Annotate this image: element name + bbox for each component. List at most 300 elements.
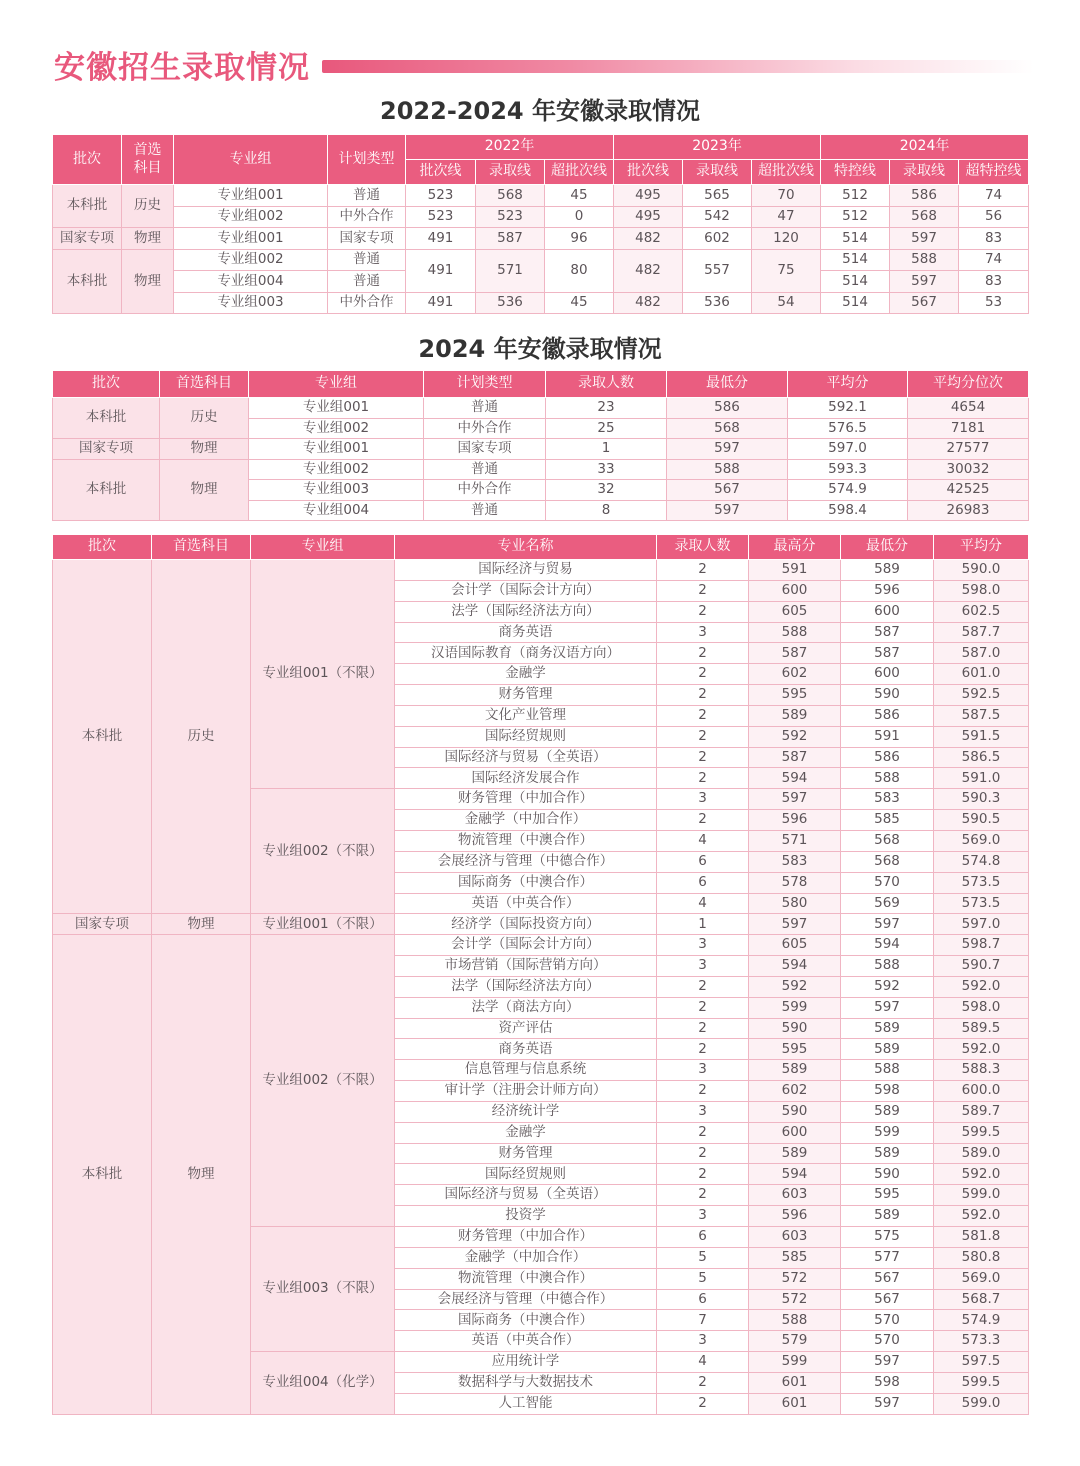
count-cell: 3: [657, 935, 749, 956]
value-cell: 8: [546, 500, 667, 521]
value-cell: 25: [546, 418, 667, 439]
major-name-cell: 物流管理（中澳合作）: [395, 830, 657, 851]
header-plan: 计划类型: [424, 371, 546, 398]
value-cell: 597.0: [788, 439, 908, 460]
value-cell: 23: [546, 398, 667, 419]
major-name-cell: 信息管理与信息系统: [395, 1060, 657, 1081]
avg-score-cell: 592.5: [934, 685, 1029, 706]
group-cell: 专业组002（不限）: [251, 789, 395, 914]
count-cell: 2: [657, 705, 749, 726]
value-cell: 491: [406, 249, 476, 292]
max-score-cell: 589: [749, 1143, 841, 1164]
min-score-cell: 575: [841, 1227, 934, 1248]
max-score-cell: 592: [749, 726, 841, 747]
batch-cell: 国家专项: [53, 228, 122, 250]
header-year-2024: 2024年: [821, 135, 1029, 160]
major-name-cell: 英语（中英合作）: [395, 1331, 657, 1352]
avg-score-cell: 586.5: [934, 747, 1029, 768]
value-cell: 83: [959, 228, 1029, 250]
avg-score-cell: 592.0: [934, 1039, 1029, 1060]
value-cell: 514: [821, 271, 890, 293]
max-score-cell: 587: [749, 747, 841, 768]
min-score-cell: 589: [841, 1018, 934, 1039]
major-name-cell: 人工智能: [395, 1393, 657, 1414]
header-batch: 批次: [53, 135, 122, 185]
major-name-cell: 应用统计学: [395, 1352, 657, 1373]
min-score-cell: 597: [841, 1393, 934, 1414]
table-row: [53, 398, 1029, 419]
plan-cell: 普通: [328, 271, 406, 293]
min-score-cell: 590: [841, 685, 934, 706]
avg-score-cell: 569.0: [934, 830, 1029, 851]
section2-title: 2024 年安徽录取情况: [418, 335, 662, 363]
count-cell: 2: [657, 1393, 749, 1414]
plan-cell: 国家专项: [328, 228, 406, 250]
value-cell: 576.5: [788, 418, 908, 439]
max-score-cell: 603: [749, 1185, 841, 1206]
major-name-cell: 投资学: [395, 1206, 657, 1227]
count-cell: 2: [657, 976, 749, 997]
avg-score-cell: 590.3: [934, 789, 1029, 810]
avg-score-cell: 599.5: [934, 1372, 1029, 1393]
avg-score-cell: 598.7: [934, 935, 1029, 956]
value-cell: 4654: [908, 398, 1029, 419]
group-cell: 专业组002（不限）: [251, 935, 395, 1227]
value-cell: 597: [890, 228, 959, 250]
avg-score-cell: 597.0: [934, 914, 1029, 935]
header-major: 专业名称: [395, 535, 657, 560]
group-cell: 专业组001: [174, 228, 328, 250]
min-score-cell: 570: [841, 1310, 934, 1331]
table-2024-majors: [52, 534, 1029, 1415]
table-2022-2024: [52, 134, 1029, 314]
avg-score-cell: 591.5: [934, 726, 1029, 747]
count-cell: 4: [657, 893, 749, 914]
value-cell: 1: [546, 439, 667, 460]
header-2024-special-line: 特控线: [821, 160, 890, 185]
min-score-cell: 589: [841, 1039, 934, 1060]
value-cell: 512: [821, 185, 890, 207]
avg-score-cell: 598.0: [934, 997, 1029, 1018]
value-cell: 491: [406, 292, 476, 314]
max-score-cell: 596: [749, 810, 841, 831]
max-score-cell: 590: [749, 1101, 841, 1122]
title-gradient-bar: [322, 60, 1034, 73]
count-cell: 6: [657, 1289, 749, 1310]
avg-score-cell: 588.3: [934, 1060, 1029, 1081]
subject-cell: 物理: [160, 459, 249, 521]
major-name-cell: 法学（国际经济法方向）: [395, 601, 657, 622]
max-score-cell: 599: [749, 1352, 841, 1373]
header-batch: 批次: [53, 371, 160, 398]
table-row: [53, 249, 1029, 271]
avg-score-cell: 573.5: [934, 872, 1029, 893]
header-plan: 计划类型: [328, 135, 406, 185]
max-score-cell: 602: [749, 1081, 841, 1102]
major-name-cell: 国际经济与贸易: [395, 560, 657, 581]
min-score-cell: 588: [841, 768, 934, 789]
count-cell: 2: [657, 1018, 749, 1039]
plan-cell: 普通: [424, 398, 546, 419]
max-score-cell: 596: [749, 1206, 841, 1227]
max-score-cell: 587: [749, 643, 841, 664]
header-subject: 首选科目: [160, 371, 249, 398]
avg-score-cell: 589.7: [934, 1101, 1029, 1122]
value-cell: 598.4: [788, 500, 908, 521]
max-score-cell: 603: [749, 1227, 841, 1248]
header-2023-admit-line: 录取线: [683, 160, 752, 185]
min-score-cell: 599: [841, 1122, 934, 1143]
plan-cell: 中外合作: [328, 292, 406, 314]
avg-score-cell: 587.7: [934, 622, 1029, 643]
batch-cell: 本科批: [53, 185, 122, 228]
value-cell: 565: [683, 185, 752, 207]
min-score-cell: 597: [841, 914, 934, 935]
value-cell: 567: [890, 292, 959, 314]
count-cell: 2: [657, 768, 749, 789]
group-cell: 专业组002: [174, 206, 328, 228]
batch-cell: 本科批: [53, 398, 160, 439]
avg-score-cell: 592.0: [934, 976, 1029, 997]
header-group: 专业组: [251, 535, 395, 560]
max-score-cell: 583: [749, 851, 841, 872]
min-score-cell: 598: [841, 1081, 934, 1102]
group-cell: 专业组004: [174, 271, 328, 293]
major-name-cell: 金融学（中加合作）: [395, 1247, 657, 1268]
header-subject: 首选科目: [122, 135, 174, 185]
min-score-cell: 569: [841, 893, 934, 914]
plan-cell: 中外合作: [424, 418, 546, 439]
group-cell: 专业组001: [174, 185, 328, 207]
avg-score-cell: 601.0: [934, 664, 1029, 685]
avg-score-cell: 589.0: [934, 1143, 1029, 1164]
plan-cell: 普通: [424, 459, 546, 480]
batch-cell: 国家专项: [53, 914, 152, 935]
group-cell: 专业组004（化学）: [251, 1352, 395, 1415]
value-cell: 586: [667, 398, 788, 419]
count-cell: 7: [657, 1310, 749, 1331]
min-score-cell: 588: [841, 956, 934, 977]
plan-cell: 中外合作: [328, 206, 406, 228]
table-row: [53, 935, 1029, 956]
min-score-cell: 595: [841, 1185, 934, 1206]
major-name-cell: 物流管理（中澳合作）: [395, 1268, 657, 1289]
count-cell: 5: [657, 1247, 749, 1268]
avg-score-cell: 600.0: [934, 1081, 1029, 1102]
min-score-cell: 597: [841, 1352, 934, 1373]
avg-score-cell: 569.0: [934, 1268, 1029, 1289]
group-cell: 专业组003（不限）: [251, 1227, 395, 1352]
value-cell: 56: [959, 206, 1029, 228]
group-cell: 专业组003: [249, 480, 424, 501]
value-cell: 26983: [908, 500, 1029, 521]
max-score-cell: 601: [749, 1393, 841, 1414]
value-cell: 120: [752, 228, 821, 250]
min-score-cell: 570: [841, 872, 934, 893]
header-2022-over-line: 超批次线: [545, 160, 614, 185]
min-score-cell: 589: [841, 1143, 934, 1164]
count-cell: 3: [657, 622, 749, 643]
value-cell: 42525: [908, 480, 1029, 501]
max-score-cell: 597: [749, 789, 841, 810]
group-cell: 专业组001（不限）: [251, 560, 395, 789]
avg-score-cell: 599.5: [934, 1122, 1029, 1143]
major-name-cell: 财务管理（中加合作）: [395, 789, 657, 810]
header-avg-rank: 平均分位次: [908, 371, 1029, 398]
min-score-cell: 567: [841, 1289, 934, 1310]
value-cell: 514: [821, 292, 890, 314]
value-cell: 514: [821, 249, 890, 271]
count-cell: 2: [657, 1122, 749, 1143]
count-cell: 2: [657, 560, 749, 581]
max-score-cell: 594: [749, 768, 841, 789]
max-score-cell: 588: [749, 1310, 841, 1331]
count-cell: 4: [657, 830, 749, 851]
avg-score-cell: 587.0: [934, 643, 1029, 664]
avg-score-cell: 574.8: [934, 851, 1029, 872]
header-year-2022: 2022年: [406, 135, 614, 160]
avg-score-cell: 580.8: [934, 1247, 1029, 1268]
value-cell: 32: [546, 480, 667, 501]
group-cell: 专业组004: [249, 500, 424, 521]
count-cell: 2: [657, 664, 749, 685]
table-row: [53, 206, 1029, 228]
header-year-2023: 2023年: [614, 135, 821, 160]
min-score-cell: 568: [841, 830, 934, 851]
count-cell: 2: [657, 810, 749, 831]
major-name-cell: 国际经贸规则: [395, 1164, 657, 1185]
header-2024-over-line: 超特控线: [959, 160, 1029, 185]
value-cell: 536: [476, 292, 545, 314]
count-cell: 2: [657, 643, 749, 664]
major-name-cell: 审计学（注册会计师方向）: [395, 1081, 657, 1102]
value-cell: 568: [476, 185, 545, 207]
min-score-cell: 586: [841, 747, 934, 768]
min-score-cell: 592: [841, 976, 934, 997]
avg-score-cell: 591.0: [934, 768, 1029, 789]
subject-cell: 历史: [152, 560, 251, 914]
value-cell: 571: [476, 249, 545, 292]
major-name-cell: 金融学: [395, 1122, 657, 1143]
header-2022-admit-line: 录取线: [476, 160, 545, 185]
max-score-cell: 589: [749, 705, 841, 726]
min-score-cell: 589: [841, 1206, 934, 1227]
max-score-cell: 605: [749, 601, 841, 622]
value-cell: 53: [959, 292, 1029, 314]
min-score-cell: 600: [841, 601, 934, 622]
plan-cell: 中外合作: [424, 480, 546, 501]
value-cell: 602: [683, 228, 752, 250]
count-cell: 3: [657, 1206, 749, 1227]
max-score-cell: 600: [749, 580, 841, 601]
count-cell: 2: [657, 1372, 749, 1393]
page-title: 安徽招生录取情况: [54, 50, 310, 86]
min-score-cell: 587: [841, 622, 934, 643]
max-score-cell: 585: [749, 1247, 841, 1268]
avg-score-cell: 592.0: [934, 1206, 1029, 1227]
avg-score-cell: 573.3: [934, 1331, 1029, 1352]
min-score-cell: 577: [841, 1247, 934, 1268]
min-score-cell: 591: [841, 726, 934, 747]
value-cell: 523: [406, 206, 476, 228]
max-score-cell: 572: [749, 1268, 841, 1289]
group-cell: 专业组001（不限）: [251, 914, 395, 935]
max-score-cell: 595: [749, 685, 841, 706]
count-cell: 3: [657, 1331, 749, 1352]
min-score-cell: 594: [841, 935, 934, 956]
avg-score-cell: 592.0: [934, 1164, 1029, 1185]
min-score-cell: 568: [841, 851, 934, 872]
major-name-cell: 英语（中英合作）: [395, 893, 657, 914]
count-cell: 3: [657, 1060, 749, 1081]
value-cell: 83: [959, 271, 1029, 293]
major-name-cell: 国际经贸规则: [395, 726, 657, 747]
min-score-cell: 588: [841, 1060, 934, 1081]
count-cell: 2: [657, 601, 749, 622]
subject-cell: 物理: [122, 249, 174, 314]
value-cell: 74: [959, 185, 1029, 207]
value-cell: 568: [890, 206, 959, 228]
majors-table-body: [53, 560, 1029, 1415]
max-score-cell: 601: [749, 1372, 841, 1393]
header-2023-over-line: 超批次线: [752, 160, 821, 185]
max-score-cell: 597: [749, 914, 841, 935]
avg-score-cell: 599.0: [934, 1393, 1029, 1414]
max-score-cell: 590: [749, 1018, 841, 1039]
group-cell: 专业组002: [174, 249, 328, 271]
header-group: 专业组: [249, 371, 424, 398]
max-score-cell: 600: [749, 1122, 841, 1143]
value-cell: 45: [545, 185, 614, 207]
value-cell: 482: [614, 292, 683, 314]
max-score-cell: 579: [749, 1331, 841, 1352]
value-cell: 45: [545, 292, 614, 314]
max-score-cell: 578: [749, 872, 841, 893]
major-name-cell: 国际商务（中澳合作）: [395, 872, 657, 893]
plan-cell: 普通: [424, 500, 546, 521]
value-cell: 574.9: [788, 480, 908, 501]
max-score-cell: 580: [749, 893, 841, 914]
count-cell: 6: [657, 872, 749, 893]
value-cell: 557: [683, 249, 752, 292]
subject-cell: 物理: [122, 228, 174, 250]
count-cell: 3: [657, 1101, 749, 1122]
major-name-cell: 法学（国际经济法方向）: [395, 976, 657, 997]
min-score-cell: 600: [841, 664, 934, 685]
header-count: 录取人数: [657, 535, 749, 560]
subject-cell: 历史: [160, 398, 249, 439]
value-cell: 588: [890, 249, 959, 271]
avg-score-cell: 573.5: [934, 893, 1029, 914]
min-score-cell: 587: [841, 643, 934, 664]
batch-cell: 本科批: [53, 935, 152, 1414]
value-cell: 27577: [908, 439, 1029, 460]
major-name-cell: 国际经济与贸易（全英语）: [395, 1185, 657, 1206]
major-name-cell: 财务管理（中加合作）: [395, 1227, 657, 1248]
major-name-cell: 文化产业管理: [395, 705, 657, 726]
avg-score-cell: 589.5: [934, 1018, 1029, 1039]
count-cell: 2: [657, 580, 749, 601]
major-name-cell: 经济统计学: [395, 1101, 657, 1122]
max-score-cell: 591: [749, 560, 841, 581]
header-min-score: 最低分: [841, 535, 934, 560]
value-cell: 47: [752, 206, 821, 228]
avg-score-cell: 599.0: [934, 1185, 1029, 1206]
count-cell: 3: [657, 789, 749, 810]
major-name-cell: 国际经济与贸易（全英语）: [395, 747, 657, 768]
header-2022-batch-line: 批次线: [406, 160, 476, 185]
value-cell: 96: [545, 228, 614, 250]
min-score-cell: 597: [841, 997, 934, 1018]
value-cell: 593.3: [788, 459, 908, 480]
major-name-cell: 汉语国际教育（商务汉语方向）: [395, 643, 657, 664]
min-score-cell: 598: [841, 1372, 934, 1393]
min-score-cell: 589: [841, 1101, 934, 1122]
table-2024-summary: [52, 370, 1029, 521]
value-cell: 70: [752, 185, 821, 207]
value-cell: 482: [614, 228, 683, 250]
value-cell: 75: [752, 249, 821, 292]
value-cell: 597: [890, 271, 959, 293]
major-name-cell: 数据科学与大数据技术: [395, 1372, 657, 1393]
table-row: [53, 292, 1029, 314]
value-cell: 0: [545, 206, 614, 228]
avg-score-cell: 581.8: [934, 1227, 1029, 1248]
avg-score-cell: 568.7: [934, 1289, 1029, 1310]
plan-cell: 普通: [328, 185, 406, 207]
value-cell: 512: [821, 206, 890, 228]
count-cell: 6: [657, 851, 749, 872]
plan-cell: 国家专项: [424, 439, 546, 460]
max-score-cell: 588: [749, 622, 841, 643]
value-cell: 54: [752, 292, 821, 314]
header-avg-score: 平均分: [788, 371, 908, 398]
value-cell: 542: [683, 206, 752, 228]
count-cell: 2: [657, 1143, 749, 1164]
table-row: [53, 185, 1029, 207]
count-cell: 4: [657, 1352, 749, 1373]
batch-cell: 本科批: [53, 249, 122, 314]
header-group: 专业组: [174, 135, 328, 185]
value-cell: 30032: [908, 459, 1029, 480]
min-score-cell: 567: [841, 1268, 934, 1289]
value-cell: 568: [667, 418, 788, 439]
table-row: [53, 228, 1029, 250]
min-score-cell: 583: [841, 789, 934, 810]
batch-cell: 本科批: [53, 560, 152, 914]
value-cell: 33: [546, 459, 667, 480]
max-score-cell: 592: [749, 976, 841, 997]
header-subject: 首选科目: [152, 535, 251, 560]
value-cell: 536: [683, 292, 752, 314]
count-cell: 2: [657, 685, 749, 706]
header-max-score: 最高分: [749, 535, 841, 560]
count-cell: 2: [657, 1164, 749, 1185]
batch-cell: 国家专项: [53, 439, 160, 460]
value-cell: 80: [545, 249, 614, 292]
group-cell: 专业组001: [249, 398, 424, 419]
major-name-cell: 商务英语: [395, 1039, 657, 1060]
major-name-cell: 国际经济发展合作: [395, 768, 657, 789]
value-cell: 588: [667, 459, 788, 480]
header-2023-batch-line: 批次线: [614, 160, 683, 185]
max-score-cell: 572: [749, 1289, 841, 1310]
header-count: 录取人数: [546, 371, 667, 398]
value-cell: 597: [667, 500, 788, 521]
value-cell: 567: [667, 480, 788, 501]
avg-score-cell: 590.5: [934, 810, 1029, 831]
major-name-cell: 财务管理: [395, 685, 657, 706]
